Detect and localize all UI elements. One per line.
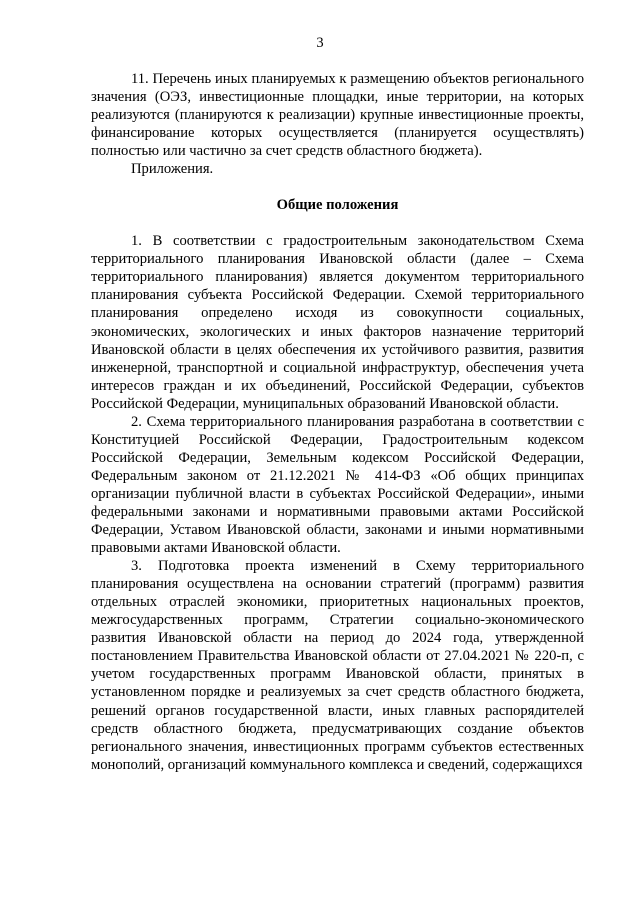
section-heading: Общие положения [276,197,399,214]
document-body [91,70,584,774]
paragraph-appendices: Приложения. [131,161,214,178]
paragraph-2: 2. Схема территориального планирования разработана в соответствии с Конституцией Российской Федерации, Градостроительным кодексом Российской Федерации, Земельным кодексом Российской Федерации, Федеральным законом от 21.12.2021 № 414-ФЗ «Об общих принципах организации публичной власти в субъектах Российской Федерации», иными федеральными законами и нормативными правовыми актами Российской Федерации, Уставом Ивановской области, законами и иными нормативными правовыми актами Ивановской области. [91,413,584,557]
page-number: 3 [316,35,324,51]
paragraph-3: 3. Подготовка проекта изменений в Схему территориального планирования осуществлена на основании стратегий (программ) развития отдельных отраслей экономики, приоритетных национальных проектов, межгосударственных программ, Стратегии социально-экономического развития Ивановской области на период до 2024 года, утвержденной постановлением Правительства Ивановской области от 27.04.2021 № 220-п, с учетом государственных программ Ивановской области, принятых в установленном порядке и реализуемых за счет средств областного бюджета, решений органов государственной власти, иных главных распорядителей средств областного бюджета, предусматривающих создание объектов регионального значения, инвестиционных программ субъектов естественных монополий, организаций коммунального комплекса и сведений, содержащихся [91,558,584,773]
paragraph-1: 1. В соответствии с градостроительным законодательством Схема территориального планирования Ивановской области (далее – Схема территориального планирования) является документом территориального планирования субъекта Российской Федерации. Схемой территориального планирования определено исходя из совокупности социальных, экономических, экологических и иных факторов назначение территорий Ивановской области в целях обеспечения их устойчивого развития, развития инженерной, транспортной и социальной инфраструктур, обеспечения учета интересов граждан и их объединений, Российской Федерации, субъектов Российской Федерации, муниципальных образований Ивановской области. [91,233,584,412]
paragraph-list-item-11: 11. Перечень иных планируемых к размещению объектов регионального значения (ОЭЗ, инвестиционные площадки, иные территории, на которых реализуются (планируются к реализации) крупные инвестиционные проекты, финансирование которых осуществляется (планируется осуществлять) полностью или частично за счет средств областного бюджета). [91,71,584,160]
